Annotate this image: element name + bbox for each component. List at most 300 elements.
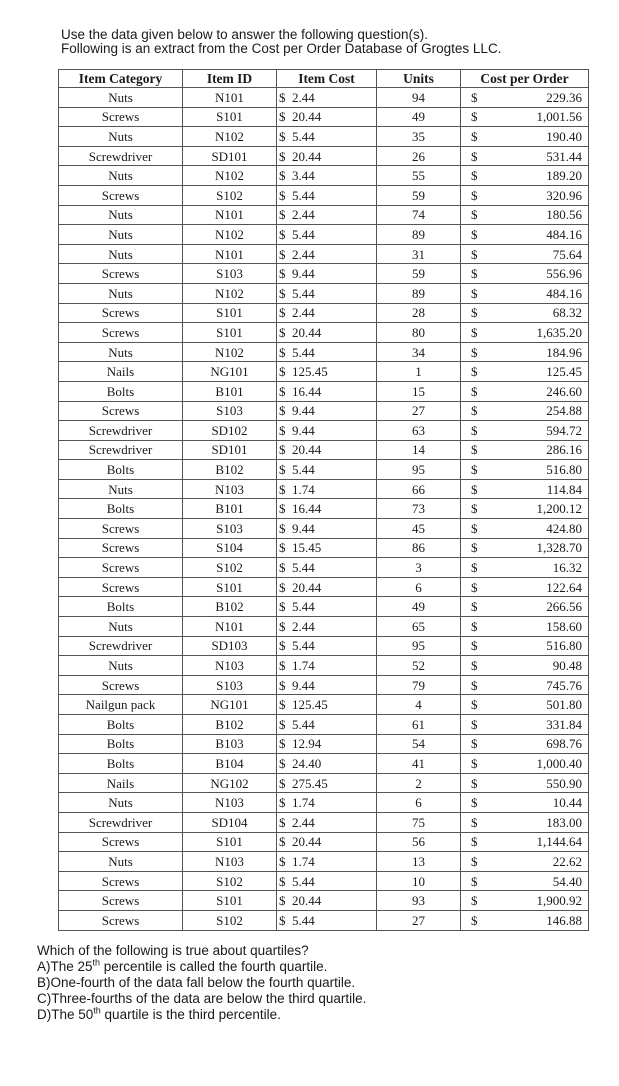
cell-units: 28 <box>377 303 461 323</box>
cost-per-order-value: 246.60 <box>546 383 582 399</box>
currency-symbol: $ <box>471 716 478 732</box>
currency-symbol: $ <box>471 324 478 340</box>
currency-symbol: $ <box>279 305 286 321</box>
cell-units: 6 <box>377 577 461 597</box>
cell-item-id: SD101 <box>183 146 277 166</box>
cell-units: 73 <box>377 499 461 519</box>
answer-option <box>37 975 366 991</box>
table-row <box>59 538 589 558</box>
item-cost-value: 20.44 <box>292 148 322 164</box>
cell-item-category: Screws <box>59 558 183 578</box>
table-row <box>59 342 589 362</box>
cell-units: 55 <box>377 166 461 186</box>
cell-item-cost <box>277 891 377 911</box>
cell-cost-per-order <box>461 734 589 754</box>
currency-symbol: $ <box>471 89 478 105</box>
cell-item-category: Nails <box>59 362 183 382</box>
cell-cost-per-order <box>461 695 589 715</box>
cell-cost-per-order <box>461 460 589 480</box>
cell-units: 89 <box>377 283 461 303</box>
table-row <box>59 754 589 774</box>
item-cost-value: 3.44 <box>292 168 315 184</box>
cell-item-id: B102 <box>183 597 277 617</box>
option-text: C)Three-fourths of the data are below the third quartile. <box>37 991 367 1006</box>
header-item-id: Item ID <box>183 70 277 88</box>
cell-item-id: S102 <box>183 185 277 205</box>
item-cost-value: 20.44 <box>292 109 322 125</box>
cell-item-category: Screws <box>59 303 183 323</box>
cell-cost-per-order <box>461 244 589 264</box>
cost-per-order-value: 183.00 <box>546 814 582 830</box>
option-text: D)The 50 <box>37 1007 94 1022</box>
table-row <box>59 362 589 382</box>
currency-symbol: $ <box>279 520 286 536</box>
cost-per-order-value: 114.84 <box>546 481 582 497</box>
cost-per-order-value: 1,001.56 <box>536 109 582 125</box>
cell-item-cost <box>277 636 377 656</box>
table-row <box>59 793 589 813</box>
cell-item-category: Screws <box>59 891 183 911</box>
cell-item-id: N102 <box>183 127 277 147</box>
item-cost-value: 5.44 <box>292 873 315 889</box>
question-stem: Which of the following is true about quartiles? <box>37 943 309 958</box>
answer-option <box>37 959 366 975</box>
item-cost-value: 9.44 <box>292 677 315 693</box>
table-row <box>59 695 589 715</box>
cell-item-cost <box>277 401 377 421</box>
table-row <box>59 421 589 441</box>
currency-symbol: $ <box>279 775 286 791</box>
cell-units: 63 <box>377 421 461 441</box>
cell-cost-per-order <box>461 832 589 852</box>
cost-per-order-value: 556.96 <box>546 266 582 282</box>
cell-units: 34 <box>377 342 461 362</box>
cell-item-category: Nuts <box>59 852 183 872</box>
cell-cost-per-order <box>461 871 589 891</box>
cell-units: 49 <box>377 107 461 127</box>
item-cost-value: 2.44 <box>292 89 315 105</box>
table-row <box>59 127 589 147</box>
cell-item-category: Screws <box>59 577 183 597</box>
cell-item-cost <box>277 656 377 676</box>
table-row <box>59 185 589 205</box>
cost-per-order-value: 122.64 <box>546 579 582 595</box>
currency-symbol: $ <box>279 246 286 262</box>
ordinal-suffix: th <box>93 1005 101 1016</box>
cell-item-id: S101 <box>183 303 277 323</box>
currency-symbol: $ <box>471 520 478 536</box>
cell-units: 3 <box>377 558 461 578</box>
cost-per-order-value: 516.80 <box>546 462 582 478</box>
cell-item-id: S102 <box>183 558 277 578</box>
currency-symbol: $ <box>471 109 478 125</box>
item-cost-value: 12.94 <box>292 736 322 752</box>
cost-per-order-value: 189.20 <box>546 168 582 184</box>
cell-units: 54 <box>377 734 461 754</box>
item-cost-value: 24.40 <box>292 755 322 771</box>
currency-symbol: $ <box>471 168 478 184</box>
cell-item-cost <box>277 715 377 735</box>
cell-item-category: Screwdriver <box>59 146 183 166</box>
currency-symbol: $ <box>471 873 478 889</box>
cell-cost-per-order <box>461 558 589 578</box>
instructions <box>61 28 601 56</box>
cell-cost-per-order <box>461 107 589 127</box>
cost-per-order-value: 484.16 <box>546 226 582 242</box>
currency-symbol: $ <box>279 285 286 301</box>
cost-per-order-value: 698.76 <box>546 736 582 752</box>
cell-item-id: N101 <box>183 244 277 264</box>
table-row <box>59 205 589 225</box>
cell-units: 6 <box>377 793 461 813</box>
table-row <box>59 636 589 656</box>
cost-per-order-value: 184.96 <box>546 344 582 360</box>
item-cost-value: 2.44 <box>292 305 315 321</box>
cell-item-category: Nuts <box>59 656 183 676</box>
cell-item-id: B104 <box>183 754 277 774</box>
cost-per-order-value: 68.32 <box>552 305 582 321</box>
currency-symbol: $ <box>279 716 286 732</box>
header-item-category: Item Category <box>59 70 183 88</box>
cell-item-category: Nailgun pack <box>59 695 183 715</box>
cell-item-id: S102 <box>183 910 277 930</box>
item-cost-value: 5.44 <box>292 599 315 615</box>
cell-item-category: Bolts <box>59 499 183 519</box>
item-cost-value: 9.44 <box>292 422 315 438</box>
cell-item-id: N101 <box>183 88 277 108</box>
cell-units: 80 <box>377 323 461 343</box>
currency-symbol: $ <box>279 599 286 615</box>
option-text: B)One-fourth of the data fall below the fourth quartile. <box>37 975 356 990</box>
table-row <box>59 871 589 891</box>
currency-symbol: $ <box>279 814 286 830</box>
item-cost-value: 9.44 <box>292 520 315 536</box>
cell-item-id: S103 <box>183 264 277 284</box>
cell-cost-per-order <box>461 812 589 832</box>
currency-symbol: $ <box>279 344 286 360</box>
cost-per-order-value: 745.76 <box>546 677 582 693</box>
table-row <box>59 303 589 323</box>
cell-item-category: Nuts <box>59 127 183 147</box>
currency-symbol: $ <box>279 462 286 478</box>
currency-symbol: $ <box>279 403 286 419</box>
cell-item-cost <box>277 166 377 186</box>
currency-symbol: $ <box>471 344 478 360</box>
currency-symbol: $ <box>279 677 286 693</box>
answer-option <box>37 1007 366 1023</box>
table-row <box>59 479 589 499</box>
table-row <box>59 225 589 245</box>
cell-item-category: Nuts <box>59 793 183 813</box>
cell-cost-per-order <box>461 264 589 284</box>
cell-item-category: Screws <box>59 323 183 343</box>
table-row <box>59 381 589 401</box>
cost-per-order-value: 531.44 <box>546 148 582 164</box>
cost-per-order-value: 54.40 <box>552 873 582 889</box>
currency-symbol: $ <box>279 912 286 928</box>
cell-item-cost <box>277 264 377 284</box>
currency-symbol: $ <box>471 501 478 517</box>
cell-cost-per-order <box>461 754 589 774</box>
cell-cost-per-order <box>461 499 589 519</box>
cell-item-category: Screws <box>59 185 183 205</box>
cell-cost-per-order <box>461 773 589 793</box>
answer-option <box>37 991 366 1007</box>
cell-units: 65 <box>377 617 461 637</box>
table-row <box>59 891 589 911</box>
cell-cost-per-order <box>461 636 589 656</box>
cell-units: 86 <box>377 538 461 558</box>
cell-units: 89 <box>377 225 461 245</box>
currency-symbol: $ <box>471 912 478 928</box>
cell-cost-per-order <box>461 440 589 460</box>
currency-symbol: $ <box>471 755 478 771</box>
cell-cost-per-order <box>461 479 589 499</box>
cell-item-id: S103 <box>183 675 277 695</box>
cost-per-order-value: 286.16 <box>546 442 582 458</box>
cell-item-id: N103 <box>183 793 277 813</box>
cell-item-cost <box>277 479 377 499</box>
cost-per-order-value: 75.64 <box>552 246 582 262</box>
cost-per-order-value: 1,328.70 <box>536 540 582 556</box>
cell-item-id: N101 <box>183 617 277 637</box>
header-units: Units <box>377 70 461 88</box>
currency-symbol: $ <box>471 697 478 713</box>
cell-item-category: Nuts <box>59 205 183 225</box>
currency-symbol: $ <box>471 677 478 693</box>
item-cost-value: 2.44 <box>292 246 315 262</box>
currency-symbol: $ <box>471 403 478 419</box>
table-row <box>59 283 589 303</box>
table-row <box>59 440 589 460</box>
table-row <box>59 675 589 695</box>
option-text: A)The 25 <box>37 959 93 974</box>
item-cost-value: 1.74 <box>292 795 315 811</box>
item-cost-value: 125.45 <box>292 364 328 380</box>
cell-item-cost <box>277 675 377 695</box>
cell-item-cost <box>277 773 377 793</box>
currency-symbol: $ <box>279 324 286 340</box>
cell-item-cost <box>277 303 377 323</box>
currency-symbol: $ <box>279 226 286 242</box>
cell-item-id: S101 <box>183 832 277 852</box>
currency-symbol: $ <box>279 873 286 889</box>
item-cost-value: 20.44 <box>292 893 322 909</box>
item-cost-value: 5.44 <box>292 226 315 242</box>
cell-item-category: Screws <box>59 107 183 127</box>
cell-units: 75 <box>377 812 461 832</box>
cell-item-id: B101 <box>183 381 277 401</box>
currency-symbol: $ <box>471 579 478 595</box>
cell-item-id: SD102 <box>183 421 277 441</box>
table-row <box>59 558 589 578</box>
cell-units: 95 <box>377 460 461 480</box>
cost-per-order-value: 125.45 <box>546 364 582 380</box>
cell-item-cost <box>277 244 377 264</box>
cell-units: 41 <box>377 754 461 774</box>
cell-item-cost <box>277 88 377 108</box>
cell-item-id: S101 <box>183 891 277 911</box>
cell-cost-per-order <box>461 362 589 382</box>
cell-units: 31 <box>377 244 461 264</box>
cell-item-id: NG102 <box>183 773 277 793</box>
currency-symbol: $ <box>279 207 286 223</box>
currency-symbol: $ <box>471 853 478 869</box>
cell-cost-per-order <box>461 185 589 205</box>
cell-item-cost <box>277 185 377 205</box>
cell-item-id: N102 <box>183 225 277 245</box>
cell-item-cost <box>277 127 377 147</box>
item-cost-value: 9.44 <box>292 266 315 282</box>
cell-item-id: N102 <box>183 342 277 362</box>
currency-symbol: $ <box>279 89 286 105</box>
cell-cost-per-order <box>461 88 589 108</box>
currency-symbol: $ <box>279 834 286 850</box>
item-cost-value: 5.44 <box>292 285 315 301</box>
cost-per-order-value: 331.84 <box>546 716 582 732</box>
table-body <box>59 88 589 931</box>
cost-per-order-value: 320.96 <box>546 187 582 203</box>
cost-per-order-value: 90.48 <box>552 658 582 674</box>
cost-per-order-value: 550.90 <box>546 775 582 791</box>
currency-symbol: $ <box>279 579 286 595</box>
cell-cost-per-order <box>461 283 589 303</box>
cell-item-cost <box>277 519 377 539</box>
cell-item-cost <box>277 205 377 225</box>
cell-item-category: Nuts <box>59 342 183 362</box>
cell-units: 4 <box>377 695 461 715</box>
item-cost-value: 5.44 <box>292 462 315 478</box>
item-cost-value: 2.44 <box>292 814 315 830</box>
currency-symbol: $ <box>279 697 286 713</box>
cell-item-id: NG101 <box>183 695 277 715</box>
currency-symbol: $ <box>279 128 286 144</box>
cell-item-id: S101 <box>183 323 277 343</box>
cell-units: 66 <box>377 479 461 499</box>
cell-units: 27 <box>377 401 461 421</box>
currency-symbol: $ <box>279 755 286 771</box>
instruction-line-1: Use the data given below to answer the following question(s). <box>61 27 428 42</box>
cell-units: 61 <box>377 715 461 735</box>
cell-cost-per-order <box>461 793 589 813</box>
question-block <box>37 943 366 1023</box>
cell-cost-per-order <box>461 519 589 539</box>
item-cost-value: 1.74 <box>292 853 315 869</box>
cell-item-id: NG101 <box>183 362 277 382</box>
currency-symbol: $ <box>279 422 286 438</box>
cell-units: 2 <box>377 773 461 793</box>
cell-item-category: Screws <box>59 675 183 695</box>
cell-item-id: SD101 <box>183 440 277 460</box>
currency-symbol: $ <box>471 285 478 301</box>
cell-item-id: S101 <box>183 107 277 127</box>
cost-per-order-value: 1,900.92 <box>536 893 582 909</box>
item-cost-value: 16.44 <box>292 501 322 517</box>
cell-item-cost <box>277 852 377 872</box>
cell-units: 95 <box>377 636 461 656</box>
cell-item-category: Nuts <box>59 244 183 264</box>
cell-units: 13 <box>377 852 461 872</box>
cell-cost-per-order <box>461 146 589 166</box>
cell-item-category: Screwdriver <box>59 636 183 656</box>
table-header-row <box>59 70 589 88</box>
currency-symbol: $ <box>471 364 478 380</box>
currency-symbol: $ <box>279 383 286 399</box>
cost-per-order-table <box>58 69 589 931</box>
cell-item-cost <box>277 146 377 166</box>
cell-item-cost <box>277 421 377 441</box>
cell-cost-per-order <box>461 225 589 245</box>
cost-per-order-value: 158.60 <box>546 618 582 634</box>
cell-item-category: Bolts <box>59 381 183 401</box>
cell-item-category: Screws <box>59 910 183 930</box>
item-cost-value: 20.44 <box>292 442 322 458</box>
cell-item-id: N103 <box>183 656 277 676</box>
item-cost-value: 2.44 <box>292 207 315 223</box>
cell-item-id: S103 <box>183 401 277 421</box>
cell-item-cost <box>277 107 377 127</box>
item-cost-value: 9.44 <box>292 403 315 419</box>
table-row <box>59 656 589 676</box>
cell-item-category: Screws <box>59 871 183 891</box>
currency-symbol: $ <box>471 893 478 909</box>
cell-item-category: Bolts <box>59 734 183 754</box>
cell-units: 59 <box>377 264 461 284</box>
currency-symbol: $ <box>279 540 286 556</box>
item-cost-value: 15.45 <box>292 540 322 556</box>
currency-symbol: $ <box>279 148 286 164</box>
table-row <box>59 401 589 421</box>
currency-symbol: $ <box>471 266 478 282</box>
currency-symbol: $ <box>279 109 286 125</box>
currency-symbol: $ <box>471 638 478 654</box>
currency-symbol: $ <box>471 658 478 674</box>
cell-units: 59 <box>377 185 461 205</box>
cell-item-cost <box>277 538 377 558</box>
cost-per-order-value: 190.40 <box>546 128 582 144</box>
cell-cost-per-order <box>461 401 589 421</box>
cell-cost-per-order <box>461 205 589 225</box>
cost-per-order-value: 1,200.12 <box>536 501 582 517</box>
cell-item-category: Screws <box>59 519 183 539</box>
cost-per-order-value: 229.36 <box>546 89 582 105</box>
cost-per-order-value: 16.32 <box>552 560 582 576</box>
currency-symbol: $ <box>471 422 478 438</box>
table-row <box>59 146 589 166</box>
item-cost-value: 5.44 <box>292 560 315 576</box>
table-row <box>59 244 589 264</box>
cell-item-category: Screwdriver <box>59 812 183 832</box>
cell-item-id: SD103 <box>183 636 277 656</box>
table-row <box>59 88 589 108</box>
currency-symbol: $ <box>279 187 286 203</box>
currency-symbol: $ <box>471 618 478 634</box>
currency-symbol: $ <box>471 383 478 399</box>
cell-item-cost <box>277 499 377 519</box>
cost-per-order-value: 146.88 <box>546 912 582 928</box>
table-row <box>59 597 589 617</box>
cell-item-category: Nuts <box>59 225 183 245</box>
item-cost-value: 16.44 <box>292 383 322 399</box>
cost-per-order-value: 180.56 <box>546 207 582 223</box>
answer-options <box>37 959 366 1023</box>
cell-item-category: Screws <box>59 832 183 852</box>
currency-symbol: $ <box>279 638 286 654</box>
cell-item-cost <box>277 381 377 401</box>
cell-item-id: S103 <box>183 519 277 539</box>
cell-item-cost <box>277 460 377 480</box>
cell-item-category: Screws <box>59 401 183 421</box>
